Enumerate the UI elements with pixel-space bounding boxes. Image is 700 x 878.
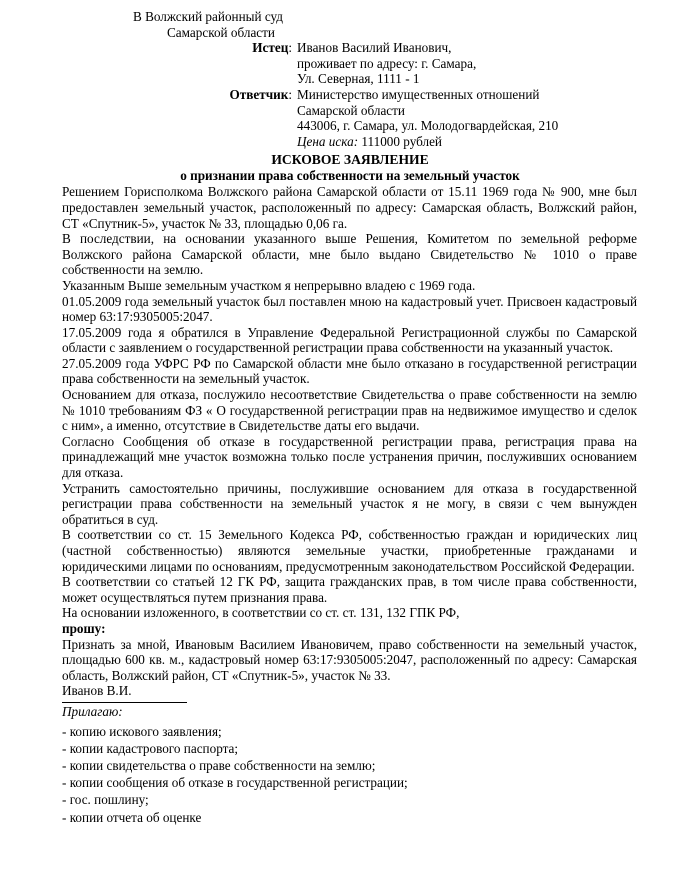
body-paragraph: 27.05.2009 года УФРС РФ по Самарской области мне было отказано в государственной регистрации права собственности на земельный участок. <box>62 355 637 387</box>
claim-price-line <box>297 134 700 150</box>
list-item: - копию искового заявления; <box>62 723 222 739</box>
document-header <box>0 0 700 149</box>
body-paragraph: Основанием для отказа, послужило несоответствие Свидетельства о праве собственности на землю № 1010 требованиям ФЗ « О государственной регистрации прав на недвижимое имущество и сделок с ним», а именно, отсутствие в Свидетельстве даты его выдачи. <box>62 387 637 434</box>
body-paragraph: В соответствии со ст. 15 Земельного Кодекса РФ, собственностью граждан и юридических лиц (частной собственностью) являются земельные участки, приобретенные гражданами и юридическими лицами по основаниям, предусмотренным законодательством Российской Федерации. <box>62 527 637 574</box>
signature-name: Иванов В.И. <box>62 683 132 699</box>
attachments-list <box>62 723 637 826</box>
body-paragraph: 17.05.2009 года я обратился в Управление Федеральной Регистрационной службы по Самарской области с заявлением о государственной регистрации права собственности на указанный участок. <box>62 324 637 356</box>
respondent-label-colon: : <box>288 86 292 102</box>
respondent-values <box>292 87 700 149</box>
body-paragraph: 01.05.2009 года земельный участок был поставлен мною на кадастровый учет. Присвоен кадастровый номер 63:17:9305005:2047. <box>62 293 637 325</box>
document-title: ИСКОВОЕ ЗАЯВЛЕНИЕ <box>271 152 429 168</box>
list-item: - копии кадастрового паспорта; <box>62 740 239 756</box>
plaintiff-label-colon: : <box>288 40 292 56</box>
petition-text: Признать за мной, Ивановым Василием Ивановичем, право собственности на земельный участок, площадью 600 кв. м., кадастровый номер 63:17:9305005:2047, расположенный по адресу: Самарская область, Волжский район, СТ «Спутник-5», участок № 33. <box>62 636 637 683</box>
plaintiff-name: Иванов Василий Иванович, <box>297 40 452 56</box>
plaintiff-block <box>0 40 700 87</box>
body-paragraph: Указанным Выше земельным участком я непрерывно владею с 1969 года. <box>62 277 476 293</box>
petition-heading: прошу: <box>62 620 106 636</box>
respondent-label <box>0 87 292 103</box>
respondent-label-text: Ответчик <box>229 86 289 102</box>
plaintiff-values <box>292 40 700 87</box>
document-subtitle: о признании права собственности на земельный участок <box>180 168 520 184</box>
body-paragraph: В последствии, на основании указанного выше Решения, Комитетом по земельной реформе Волжского района Самарской области, мне было выдано Свидетельство № 1010 о праве собственности на землю. <box>62 231 637 278</box>
plaintiff-address-line-2: Ул. Северная, 1111 - 1 <box>297 71 420 87</box>
body-paragraph: На основании изложенного, в соответствии со ст. ст. 131, 132 ГПК РФ, <box>62 605 460 621</box>
document-body <box>0 184 700 825</box>
claim-price-label: Цена иска: <box>297 133 359 149</box>
list-item: - копии отчета об оценке <box>62 809 202 825</box>
plaintiff-label-text: Истец <box>252 40 289 56</box>
claim-price-value: 111000 рублей <box>361 133 442 149</box>
plaintiff-label <box>0 40 292 56</box>
body-paragraph: Согласно Сообщения об отказе в государственной регистрации права, регистрация права на принадлежащий мне участок возможна только после устранения причин, послуживших основанием для отказа. <box>62 433 637 481</box>
respondent-address: 443006, г. Самара, ул. Молодогвардейская, 210 <box>297 118 559 134</box>
court-name-line-1: В Волжский районный суд <box>133 9 284 24</box>
court-name-line-2: Самарской области <box>167 24 275 40</box>
list-item: - копии сообщения об отказе в государственной регистрации; <box>62 775 408 791</box>
list-item: - гос. пошлину; <box>62 792 149 808</box>
signature-rule <box>62 702 187 703</box>
plaintiff-address-line-1: проживает по адресу: г. Самара, <box>297 55 477 71</box>
respondent-block <box>0 87 700 149</box>
respondent-region: Самарской области <box>297 102 405 118</box>
list-item: - копии свидетельства о праве собственности на землю; <box>62 757 376 773</box>
attachments-title: Прилагаю: <box>62 703 123 719</box>
body-paragraph: В соответствии со статьей 12 ГК РФ, защита гражданских прав, в том числе права собственности, может осуществляться путем признания права. <box>62 574 637 605</box>
body-paragraph: Решением Горисполкома Волжского района Самарской области от 15.11 1969 года № 900, мне был предоставлен земельный участок, расположенный по адресу: Самарская область, Волжский район, СТ «Спутник-5», участок № 33, площадью 0,06 га. <box>62 184 637 231</box>
body-paragraph: Устранить самостоятельно причины, послужившие основанием для отказа в государственной регистрации права собственности на земельный участок я не могу, в связи с чем вынужден обратиться в суд. <box>62 480 637 527</box>
respondent-name: Министерство имущественных отношений <box>297 86 540 102</box>
